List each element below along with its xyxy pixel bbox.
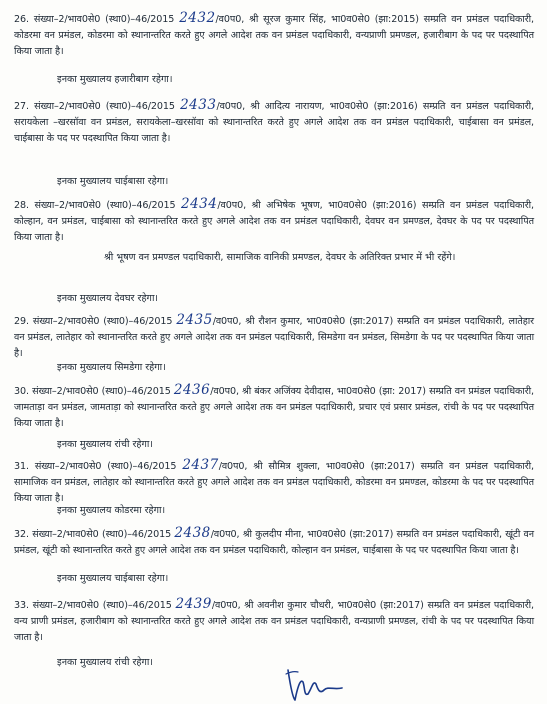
headquarters-line: इनका मुख्यालय रांची रहेगा।	[57, 439, 154, 450]
entry-text: /व0प0, श्री बंकर अजिंक्य देवीदास, भा0व0से0 (झा: 2017) सम्प्रति वन प्रमंडल पदाधिकारी, जामताड़ा वन प्रमंडल, जामताड़ा को स्थानान्तरित करते हुए अगले आदेश तक वन प्रमंडल पदाधिकारी, प्रचार एवं प्रसार प्रमंडल, रांची के पद पर पदस्थापित किया जाता है।	[14, 386, 534, 429]
entry-text: /व0प0, श्री सूरज कुमार सिंह, भा0व0से0 (झा:2015) सम्प्रति वन प्रमंडल पदाधिकारी, कोडरमा वन प्रमंडल, कोडरमा को स्थानान्तरित करते हुए अगले आदेश तक वन प्रमंडल पदाधिकारी, वन्यप्राणी प्रमण्डल, हजारीबाग के पद पर पदस्थापित किया जाता है।	[14, 14, 535, 57]
handwritten-number: 2437	[182, 457, 219, 473]
headquarters-line: इनका मुख्यालय सिमडेगा रहेगा।	[57, 362, 166, 373]
order-entry-31	[14, 457, 534, 507]
entry-prefix: 28. संख्या–2/भाव0से0 (स्था0)–46/2015	[14, 200, 176, 211]
headquarters-line: इनका मुख्यालय चाईबासा रहेगा।	[57, 573, 169, 584]
headquarters-line: इनका मुख्यालय चाईबासा रहेगा।	[57, 176, 169, 187]
entry-paragraph	[14, 97, 534, 147]
headquarters-line: इनका मुख्यालय हजारीबाग रहेगा।	[57, 74, 173, 85]
order-entry-29	[14, 312, 534, 362]
handwritten-number: 2438	[174, 525, 211, 541]
entry-prefix: 32. संख्या–2/भाव0से0 (स्था0)–46/2015	[14, 529, 172, 540]
entry-prefix: 26. संख्या–2/भाव0से0 (स्था0)–46/2015	[14, 14, 175, 25]
entry-prefix: 33. संख्या–2/भाव0से0 (स्था0)–46/2015	[14, 600, 172, 611]
entry-text: /व0प0, श्री कुलदीप मीना, भा0व0से0 (झा:2017) सम्प्रति वन प्रमंडल पदाधिकारी, खूंटी वन प्रमंडल, खूंटी को स्थानान्तरित करते हुए अगले आदेश तक वन प्रमंडल पदाधिकारी, कोल्हान वन प्रमंडल, चाईबासा के पद पर पदस्थापित किया जाता है।	[14, 529, 535, 556]
order-entry-33	[14, 596, 534, 646]
handwritten-number: 2435	[176, 312, 213, 328]
order-entry-30	[14, 382, 534, 432]
entry-paragraph	[14, 10, 534, 60]
entry-text: /व0प0, श्री आदित्य नारायण, भा0व0से0 (झा:2016) सम्प्रति वन प्रमंडल पदाधिकारी, सरायकेला –खरसॉवा वन प्रमंडल, सरायकेला–खरसॉवा को स्थानान्तरित करते हुए अगले आदेश तक वन प्रमंडल पदाधिकारी, चाईबासा वन प्रमंडल, चाईबासा के पद पर पदस्थापित किया जाता है।	[14, 101, 535, 144]
entry-prefix: 30. संख्या–2/भाव0से0 (स्था0)–46/2015	[14, 386, 171, 397]
handwritten-number: 2439	[175, 596, 212, 612]
entry-prefix: 27. संख्या–2/भाव0से0 (स्था0)–46/2015	[14, 101, 175, 112]
order-entry-32	[14, 525, 534, 559]
entry-paragraph	[14, 196, 534, 246]
order-entry-26	[14, 10, 534, 60]
entry-prefix: 29. संख्या–2/भाव0से0 (स्था0)–46/2015	[14, 316, 173, 327]
handwritten-number: 2432	[179, 10, 216, 26]
entry-prefix: 31. संख्या–2/भाव0से0 (स्था0)–46/2015	[14, 461, 177, 472]
headquarters-line: इनका मुख्यालय देवघर रहेगा।	[57, 293, 159, 304]
headquarters-line: इनका मुख्यालय कोडरमा रहेगा।	[57, 505, 166, 516]
entry-paragraph	[14, 596, 534, 646]
order-entry-28	[14, 196, 534, 246]
entry-paragraph	[14, 525, 534, 559]
handwritten-number: 2433	[180, 97, 217, 113]
entry-paragraph	[14, 312, 534, 362]
handwritten-signature-icon	[282, 660, 352, 704]
handwritten-number: 2434	[180, 196, 218, 212]
entry-text: /व0प0, श्री सौमित्र शुक्ला, भा0व0से0 (झा:2017) सम्प्रति वन प्रमंडल पदाधिकारी, सामाजिक वन प्रमंडल, लातेहार को स्थानान्तरित करते हुए अगले आदेश तक वन प्रमंडल पदाधिकारी, कोडरमा वन प्रमण्डल, कोडरमा के पद पर पदस्थापित किया जाता है।	[14, 461, 534, 504]
headquarters-line: इनका मुख्यालय रांची रहेगा।	[57, 657, 154, 668]
handwritten-number: 2436	[173, 382, 211, 398]
entry-paragraph	[14, 382, 534, 432]
order-entry-27	[14, 97, 534, 147]
entry-paragraph	[14, 457, 534, 507]
additional-charge-note: श्री भूषण वन प्रमण्डल पदाधिकारी, सामाजिक वानिकी प्रमण्डल, देवघर के अतिरिक्त प्रभार में भी रहेंगे।	[104, 252, 456, 263]
entry-text: /व0प0, श्री अवनीश कुमार चौधरी, भा0व0से0 (झा:2017) सम्प्रति वन प्रमंडल पदाधिकारी, वन्य प्राणी प्रमंडल, हजारीबाग को स्थानान्तरित करते हुए अगले आदेश तक वन प्रमंडल पदाधिकारी, वन्यप्राणी प्रमण्डल, रांची के पद पर पदस्थापित किया जाता है।	[14, 600, 535, 643]
entry-text: /व0प0, श्री अभिषेक भूषण, भा0व0से0 (झा:2016) सम्प्रति वन प्रमंडल पदाधिकारी, कोल्हान, वन प्रमंडल, चाईबासा को स्थानान्तरित करते हुए अगले आदेश तक वन प्रमंडल पदाधिकारी, देवघर वन प्रमण्डल, देवघर के पद पर पदस्थापित किया जाता है।	[14, 200, 535, 243]
entry-text: /व0प0, श्री रौशन कुमार, भा0व0से0 (झा:2017) सम्प्रति वन प्रमंडल पदाधिकारी, लातेहार वन प्रमंडल, लातेहार को स्थानान्तरित करते हुए अगले आदेश तक वन प्रमंडल पदाधिकारी, सिमडेगा वन प्रमंडल, सिमडेगा के पद पर पदस्थापित किया जाता है।	[14, 316, 535, 359]
